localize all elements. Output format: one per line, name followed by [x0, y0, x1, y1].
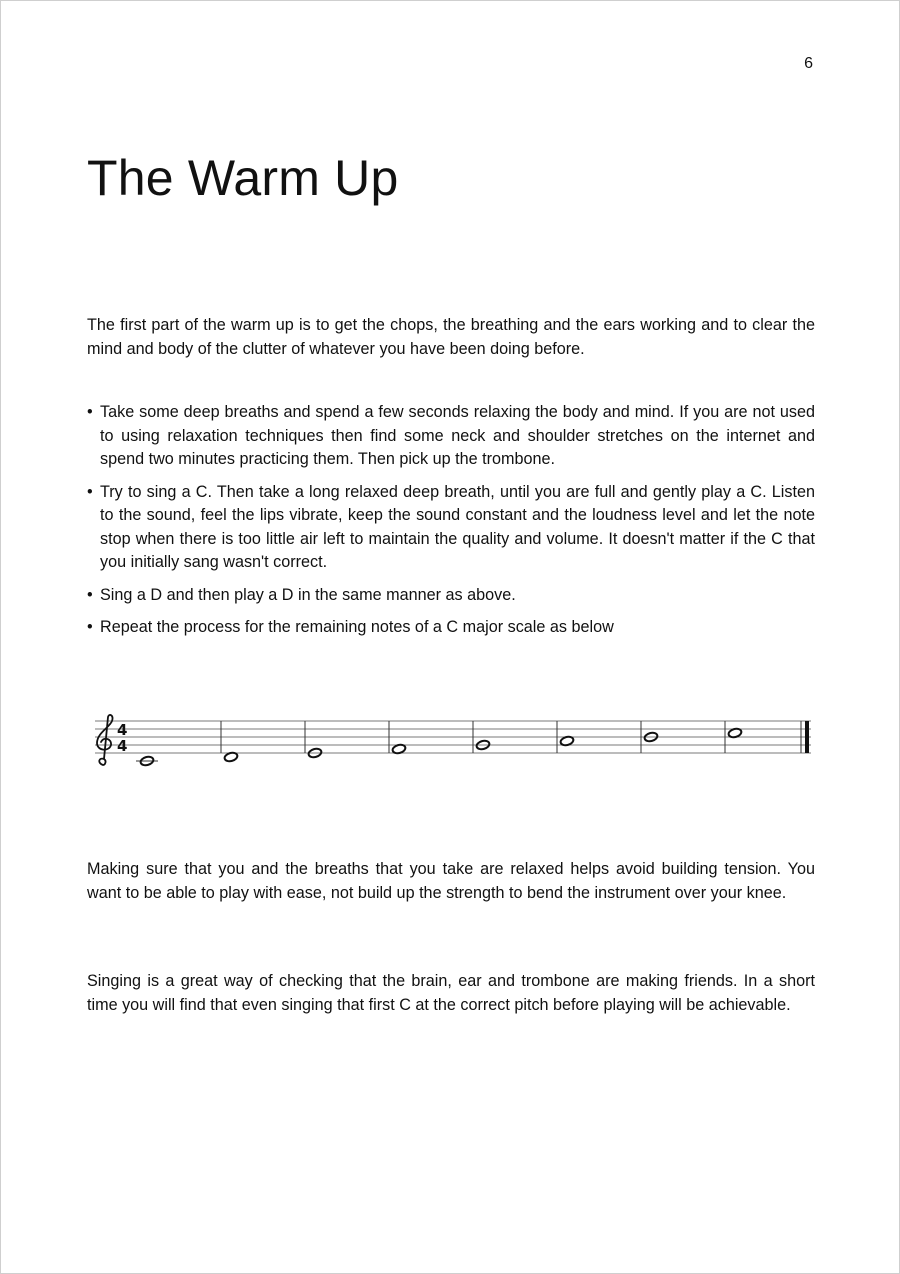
singing-paragraph: Singing is a great way of checking that the brain, ear and trombone are making friends. In a short time you will find that even singing that first C at the correct pitch before playing will be achievable. [87, 972, 815, 1014]
bullet-symbol: • [87, 482, 93, 501]
list-item-text: Try to sing a C. Then take a long relaxed deep breath, until you are full and gently play a C. Listen to the sound, feel the lips vibrate, keep the sound constant and the loudness level and let the note stop when there is too little air left to maintain the quality and volume. It doesn't matter if the C that you initially sang wasn't correct. [100, 482, 815, 571]
treble-clef-icon [97, 715, 112, 765]
list-item-text: Sing a D and then play a D in the same manner as above. [100, 585, 516, 604]
c-major-scale-staff [91, 713, 816, 773]
notes-group [136, 727, 742, 766]
relaxation-paragraph: Making sure that you and the breaths that you take are relaxed helps avoid building tension. You want to be able to play with ease, not build up the strength to bend the instrument over your knee. [87, 860, 815, 902]
bullet-symbol: • [87, 403, 93, 421]
bullet-list [87, 401, 815, 649]
list-item [87, 481, 815, 575]
page-title: The Warm Up [87, 150, 399, 206]
list-item [87, 584, 815, 608]
bullet-symbol: • [87, 618, 93, 636]
time-signature-top: 4 [117, 721, 128, 739]
list-item-text: Take some deep breaths and spend a few seconds relaxing the body and mind. If you are not used to using relaxation techniques then find some neck and shoulder stretches on the internet and spend two minutes practicing them. Then pick up the trombone. [100, 403, 815, 468]
time-signature-bottom: 4 [117, 737, 128, 755]
page-number: 6 [804, 55, 813, 72]
time-signature [117, 721, 127, 755]
list-item [87, 401, 815, 472]
list-item [87, 616, 815, 640]
bullet-symbol: • [87, 585, 93, 604]
intro-paragraph: The first part of the warm up is to get the chops, the breathing and the ears working and to clear the mind and body of the clutter of whatever you have been doing before. [87, 316, 815, 358]
list-item-text: Repeat the process for the remaining notes of a C major scale as below [100, 618, 614, 636]
music-staff [91, 713, 816, 773]
